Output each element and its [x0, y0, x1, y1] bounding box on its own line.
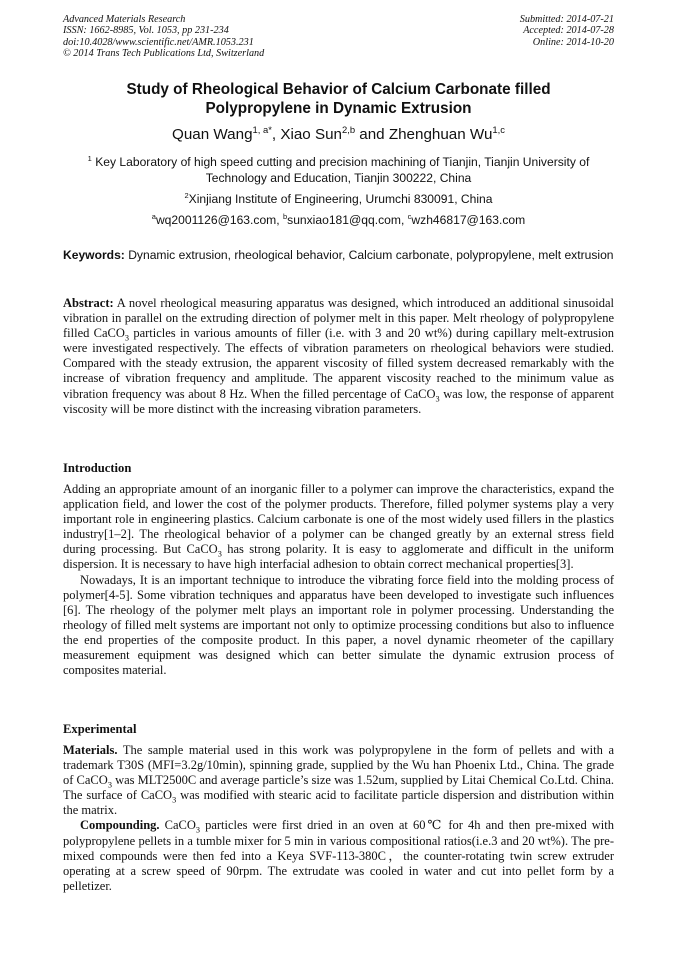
- introduction-paragraph-2: Nowadays, It is an important technique to introduce the vibrating force field into the molding process of polymer[4-5]. Some vibration techniques and apparatus have been developed to investigate such influences [6]. The rheology of the polymer melt plays an important role in polymer processing. Understanding the rheology of filled melt systems are important not only to optimize processing conditions but also to influence the end properties of the composite product. In this paper, a novel dynamic rheometer of the capillary measurement equipment was designed which can better simulate the dynamic extrusion process of composites material.: [63, 572, 614, 678]
- compounding-text-1: CaCO: [159, 818, 196, 833]
- author-3-sup: 1,c: [492, 123, 505, 135]
- materials-text-1: The sample material used in this work was polypropylene in the form of pellets and with a trademark T30S (MFI=3.2g/10min), spinning grade, supplied by the Wu han Phoenix Ltd., China. The grade of CaCO: [63, 743, 614, 788]
- submitted-date: Submitted: 2014-07-21: [519, 14, 614, 25]
- author-list: [63, 123, 614, 144]
- materials-label: Materials.: [63, 743, 118, 757]
- abstract-sub-1: 3: [124, 333, 130, 343]
- abstract-text-3: was low, the response of apparent viscosity will be more distinct with the increasing vibration parameters.: [63, 386, 614, 416]
- author-sep-1: ,: [271, 126, 281, 143]
- issn-line: ISSN: 1662-8985, Vol. 1053, pp 231-234: [63, 25, 229, 37]
- email-a-sup: a: [151, 211, 156, 221]
- abstract-text-2: particles in various amounts of filler (i.e. with 3 and 20 wt%) during capillary melt-extrusion were investigated respectively. The effects of vibration parameters on rheological behaviors were studied. Compared with the steady extrusion, the apparent viscosity of filled system decreased remarkably with the increase of vibration frequency and amplitude. The apparent viscosity reached to the minimum value as vibration frequency was about 8 Hz. When the filled percentage of CaCO: [63, 326, 614, 401]
- affiliation-1-line-2: Technology and Education, Tianjin 300222, China: [205, 170, 472, 185]
- abstract-label: Abstract:: [63, 296, 114, 310]
- journal-header: [63, 14, 264, 60]
- materials-paragraph: [63, 743, 614, 818]
- compounding-sub: 3: [195, 825, 201, 835]
- affiliation-1-line-1: Key Laboratory of high speed cutting and precision machining of Tianjin, Tianjin University of: [91, 155, 590, 169]
- email-c-sup: c: [407, 211, 412, 221]
- paper-title: [63, 80, 614, 118]
- intro-p1-sub: 3: [217, 549, 222, 559]
- materials-text-2: was MLT2500C and average particle’s size was 1.52um, supplied by Litai Chemical Co.Ltd. China. The surface of CaCO: [63, 773, 614, 803]
- introduction-body: [63, 482, 614, 678]
- compounding-paragraph: [63, 818, 614, 893]
- author-2-sup: 2,b: [341, 123, 356, 135]
- copyright-line: © 2014 Trans Tech Publications Ltd, Switzerland: [63, 48, 265, 60]
- author-2: Xiao Sun: [280, 126, 342, 143]
- affiliation-1: [63, 155, 614, 186]
- abstract: [63, 296, 614, 417]
- keywords-label: Keywords:: [63, 248, 125, 262]
- compounding-label: Compounding.: [80, 818, 160, 833]
- keywords-text: Dynamic extrusion, rheological behavior, Calcium carbonate, polypropylene, melt extrusion: [124, 248, 614, 262]
- online-date: Online: 2014-10-20: [532, 36, 614, 48]
- introduction-heading: Introduction: [63, 461, 132, 475]
- intro-p1-text-1: Adding an appropriate amount of an inorganic filler to a polymer can improve the characteristics, expand the application field, and lower the cost of the polymer products. Therefore, filled polymer systems play a very important role in engineering plastics. Calcium carbonate is one of the most widely used fillers in the plastics industry[1–2]. The rheological behavior of a polymer can be changed greatly by an external stress field during processing. But CaCO: [63, 482, 614, 557]
- affiliation-2: [63, 192, 614, 208]
- intro-p1-text-2: has strong polarity. It is easy to agglomerate and difficult in the uniform dispersion. It is necessary to have high interfacial adhesion to obtain correct mechanical properties[3].: [63, 542, 614, 572]
- affiliation-1-num: 1: [87, 153, 92, 163]
- email-b: sunxiao181@qq.com,: [287, 213, 408, 227]
- affiliation-2-text: Xinjiang Institute of Engineering, Urumchi 830091, China: [188, 192, 493, 206]
- email-c: wzh46817@163.com: [411, 213, 526, 227]
- author-1: Quan Wang: [172, 126, 253, 143]
- email-a: wq2001126@163.com,: [155, 213, 283, 227]
- abstract-sub-2: 3: [435, 394, 440, 404]
- title-line-1: Study of Rheological Behavior of Calcium Carbonate filled: [126, 81, 551, 98]
- dates-header: [520, 14, 614, 48]
- doi-line: doi:10.4028/www.scientific.net/AMR.1053.231: [63, 36, 254, 48]
- experimental-body: [63, 743, 614, 894]
- accepted-date: Accepted: 2014-07-28: [523, 25, 614, 37]
- affiliation-2-num: 2: [184, 190, 189, 200]
- materials-text-3: was modified with stearic acid to facilitate particle dispersion and distribution within the matrix.: [63, 788, 614, 818]
- author-3: Zhenghuan Wu: [388, 126, 493, 143]
- keywords: [63, 248, 614, 263]
- abstract-text-1: A novel rheological measuring apparatus was designed, which introduced an additional sinusoidal vibration in parallel on the extruding direction of polymer melt in this paper. Melt rheology of polypropylene filled CaCO: [63, 296, 614, 341]
- materials-sub-2: 3: [172, 795, 177, 805]
- journal-name: Advanced Materials Research: [63, 14, 186, 25]
- compounding-text-2: particles were first dried in an oven at 60℃ for 4h and then pre-mixed with polypropylene pellets in a tumble mixer for 5 min in various compositional ratios(i.e.3 and 20 wt%). The pre-mixed compounds were then fed into a Keya SVF-113-380C，the counter-rotating twin screw extruder operating at a screw speed of 90rpm. The extrudate was cooled in water and cut into pellet form by a pelletizer.: [63, 818, 614, 893]
- author-sep-2: and: [355, 126, 389, 143]
- email-b-sup: b: [282, 211, 288, 221]
- author-1-sup: 1, a*: [252, 123, 272, 135]
- materials-sub-1: 3: [107, 780, 112, 790]
- email-line: [63, 213, 614, 229]
- introduction-paragraph-1: [63, 482, 614, 573]
- title-line-2: Polypropylene in Dynamic Extrusion: [205, 100, 472, 117]
- experimental-heading: Experimental: [63, 722, 137, 736]
